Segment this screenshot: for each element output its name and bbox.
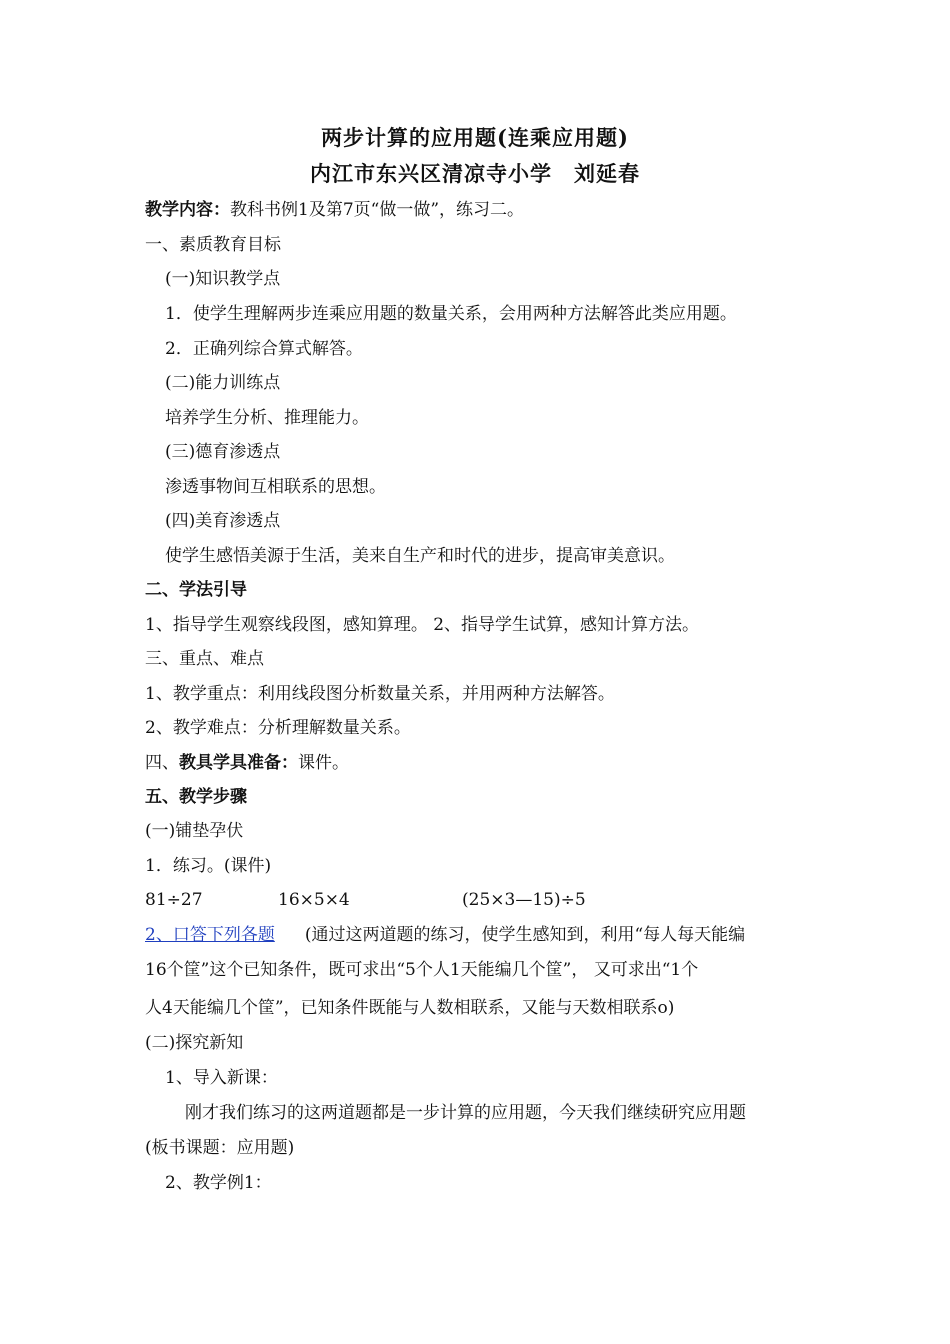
knowledge-item-1: 1．使学生理解两步连乘应用题的数量关系，会用两种方法解答此类应用题。: [165, 304, 737, 324]
knowledge-item-2: 2．正确列综合算式解答。: [165, 339, 363, 359]
aesthetic-text: 使学生感悟美源于生活，美来自生产和时代的进步，提高审美意识。: [165, 546, 675, 566]
exercise-2: 16×5×4: [278, 890, 350, 910]
intro-text-2: (板书课题：应用题): [145, 1138, 295, 1158]
document-title: 两步计算的应用题(连乘应用题): [321, 125, 629, 150]
section-4-line: [145, 751, 349, 775]
content-line: [145, 198, 524, 222]
section-3-heading: 三、重点、难点: [145, 649, 264, 669]
content-text: 教科书例1及第7页“做一做”，练习二。: [230, 200, 525, 220]
section-2-heading: 二、学法引导: [145, 580, 247, 600]
difficult-point: 2、教学难点：分析理解数量关系。: [145, 718, 411, 738]
content-label: 教学内容：: [145, 200, 230, 220]
subsection-knowledge: (一)知识教学点: [165, 269, 281, 289]
ability-text: 培养学生分析、推理能力。: [165, 408, 369, 428]
section-1-heading: 一、素质教育目标: [145, 235, 281, 255]
example-1-heading: 2、教学例1：: [165, 1173, 272, 1193]
moral-text: 渗透事物间互相联系的思想。: [165, 477, 386, 497]
intro-heading: 1、导入新课：: [165, 1068, 278, 1088]
document-subtitle: 内江市东兴区清凉寺小学 刘延春: [310, 161, 640, 186]
exercise-3: (25×3—15)÷5: [462, 890, 586, 910]
subsection-ability: (二)能力训练点: [165, 373, 281, 393]
oral-question-line: [145, 923, 745, 947]
exercise-1: 81÷27: [145, 890, 203, 910]
section-4-prefix: 四、: [145, 753, 179, 773]
practice-label: 1．练习。(课件): [145, 856, 272, 876]
section-4-label: 教具学具准备：: [179, 753, 298, 773]
subsection-moral: (三)德育渗透点: [165, 442, 281, 462]
key-point: 1、教学重点：利用线段图分析数量关系，并用两种方法解答。: [145, 684, 615, 704]
oral-questions-note-3: 人4天能编几个筐”，已知条件既能与人数相联系，又能与天数相联系o): [145, 998, 675, 1018]
oral-questions-note-1: (通过这两道题的练习，使学生感知到，利用“每人每天能编: [304, 925, 746, 945]
step-1-heading: (一)铺垫孕伏: [145, 821, 244, 841]
step-2-heading: (二)探究新知: [145, 1033, 244, 1053]
section-4-text: 课件。: [298, 753, 349, 773]
oral-questions-link[interactable]: 2、口答下列各题: [145, 925, 275, 945]
oral-questions-note-2: 16个筐”这个已知条件，既可求出“5个人1天能编几个筐”， 又可求出“1个: [145, 960, 699, 980]
section-5-heading: 五、教学步骤: [145, 787, 247, 807]
section-2-text: 1、指导学生观察线段图，感知算理。 2、指导学生试算，感知计算方法。: [145, 615, 700, 635]
subsection-aesthetic: (四)美育渗透点: [165, 511, 281, 531]
intro-text-1: 刚才我们练习的这两道题都是一步计算的应用题，今天我们继续研究应用题: [185, 1103, 746, 1123]
